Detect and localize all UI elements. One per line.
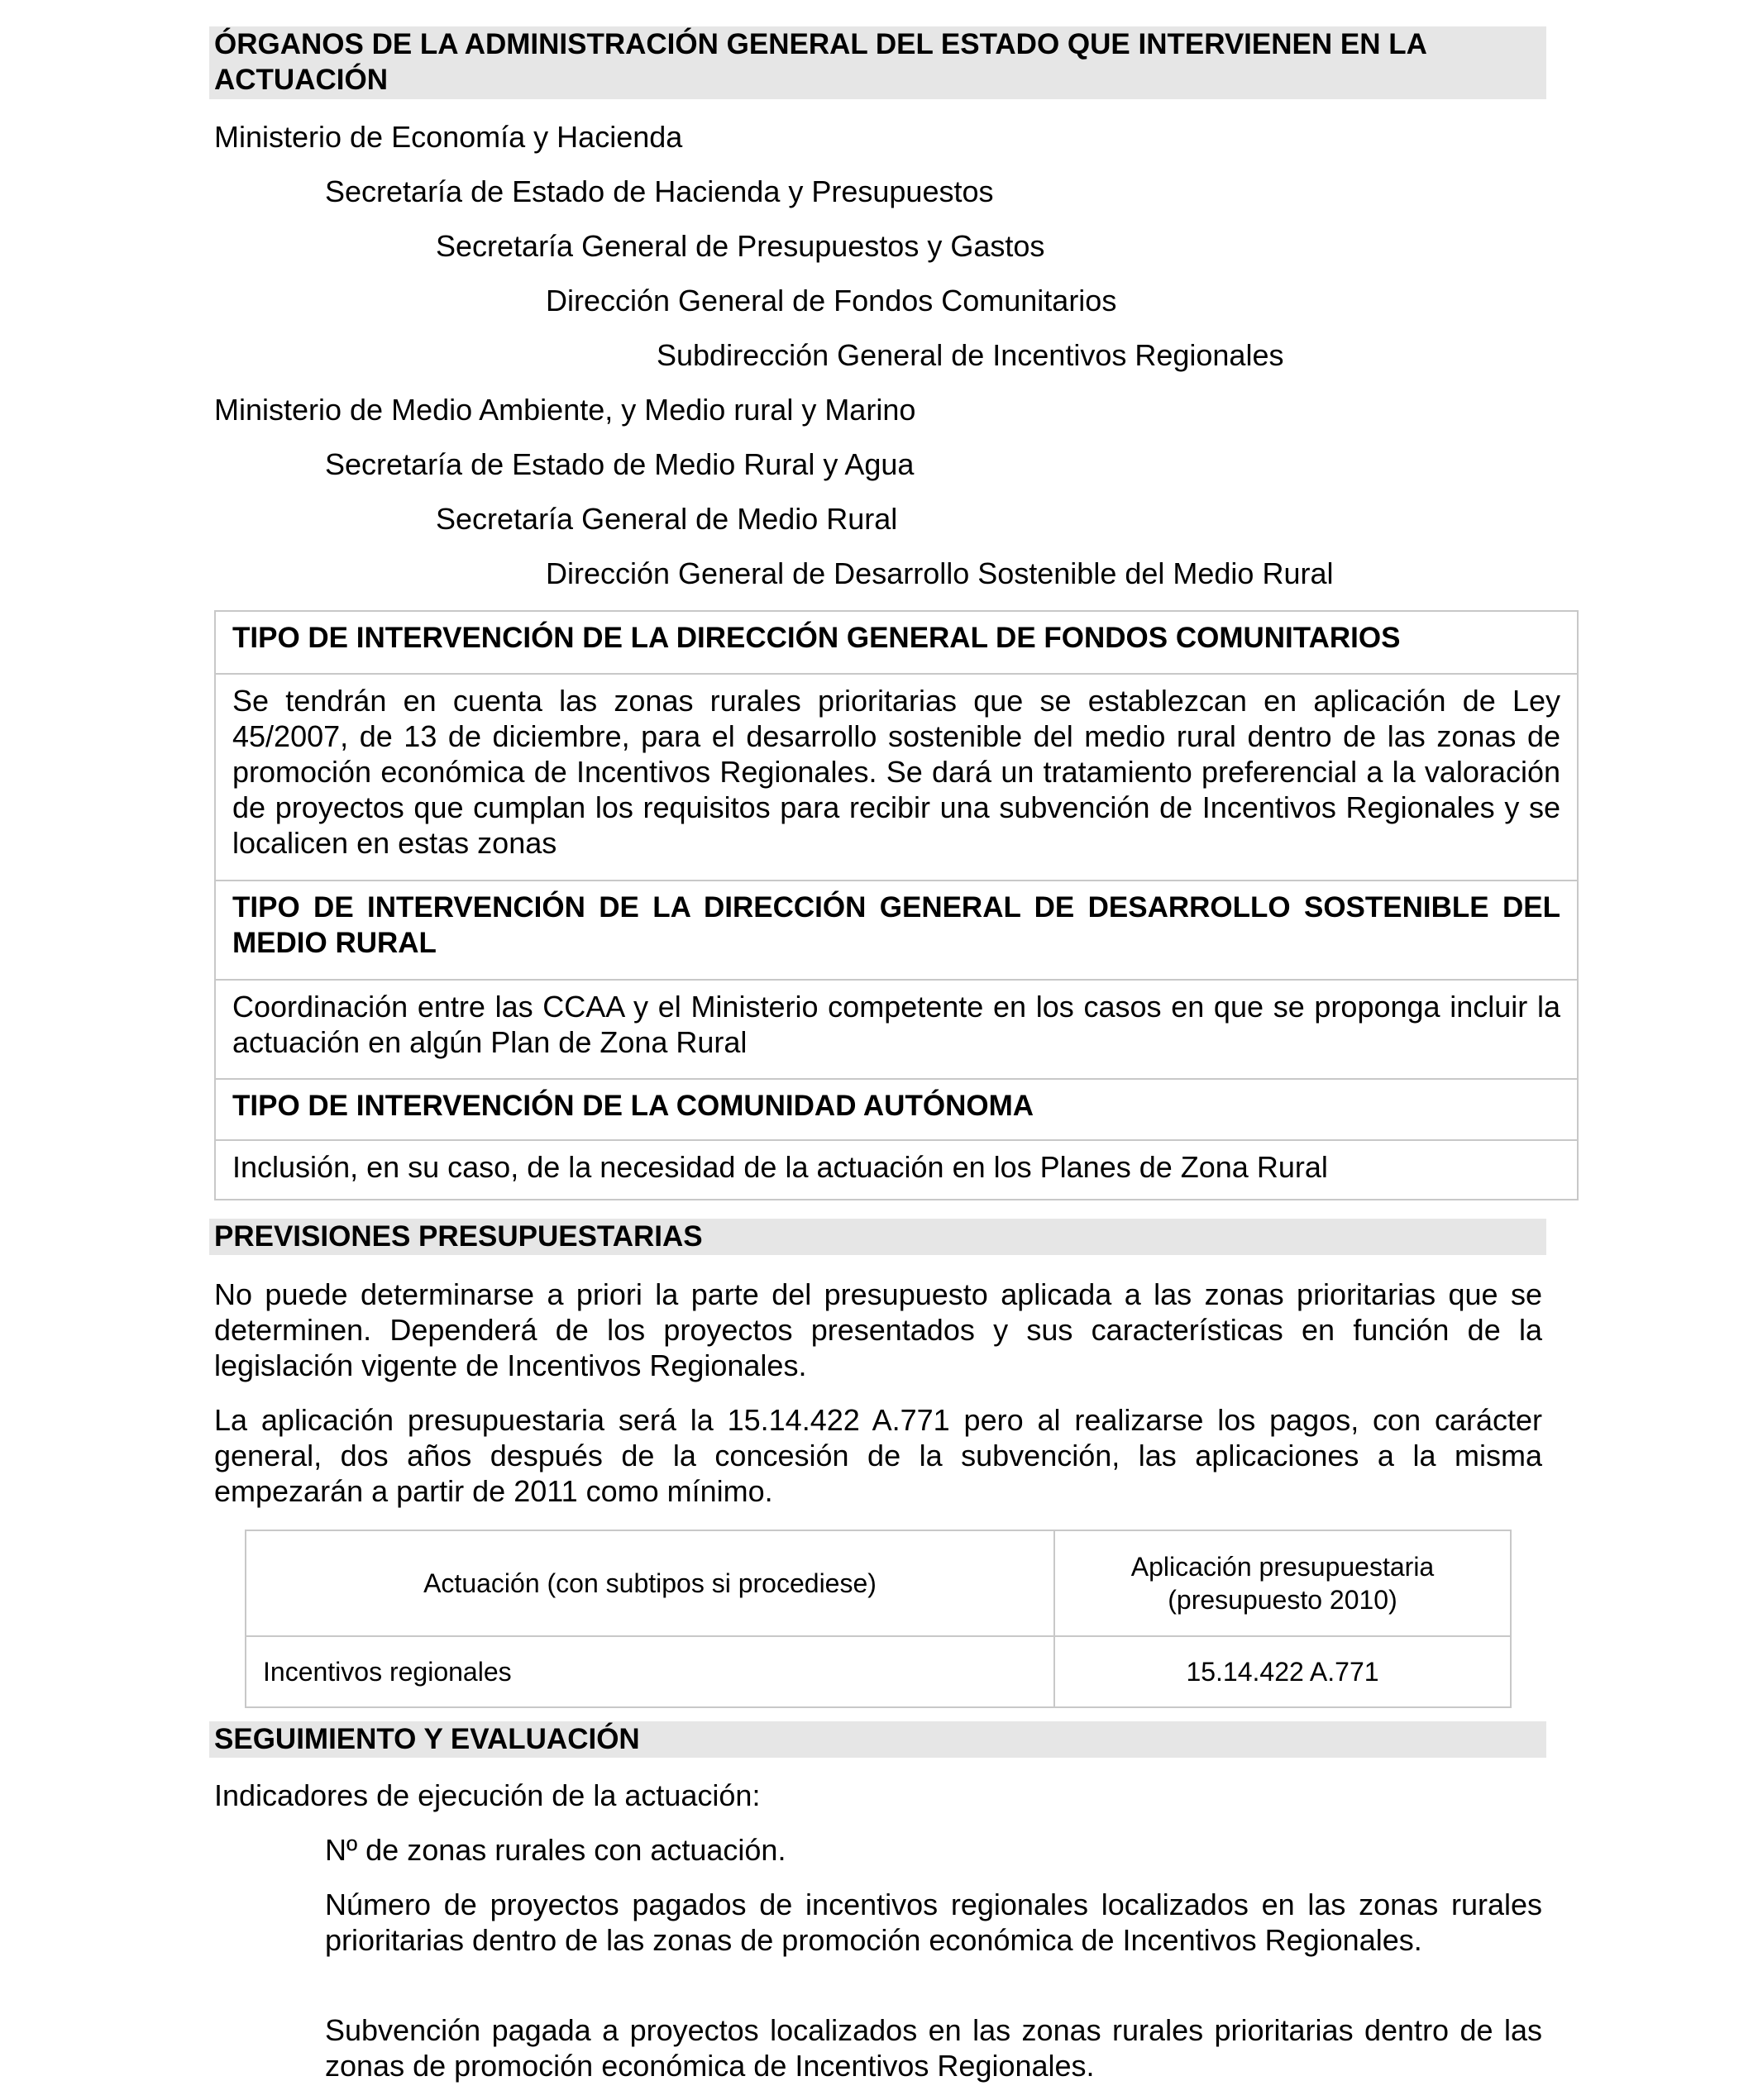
- indicator-item: Número de proyectos pagados de incentivos regionales localizados en las zonas rurales prioritarias dentro de las zonas de promoción económica de Incentivos Regionales.: [325, 1888, 1542, 1957]
- section-title: SEGUIMIENTO Y EVALUACIÓN: [214, 1723, 640, 1755]
- intervencion-fondos-text: Se tendrán en cuenta las zonas rurales prioritarias que se establezcan en aplicación de Ley 45/2007, de 13 de diciembre, para el desarrollo sostenible del medio rural dentro de las zonas de promoción económica de Incentivos Regionales. Se dará un tratamiento preferencial a la valoración de proyectos que cumplan los requisitos para recibir una subvención de Incentivos Regionales y se localicen en estas zonas: [216, 675, 1577, 881]
- indicator-item: Subvención pagada a proyectos localizados en las zonas rurales prioritarias dentro de las zonas de promoción económica de Incentivos Regionales.: [325, 2013, 1542, 2083]
- seguimiento-intro: Indicadores de ejecución de la actuación:: [214, 1778, 761, 1812]
- section-heading-organos: [209, 26, 1546, 99]
- intervenciones-box: [214, 610, 1579, 1200]
- org-level-4-desarrollo: Dirección General de Desarrollo Sostenible del Medio Rural: [546, 556, 1334, 590]
- org-level-1-economia: Ministerio de Economía y Hacienda: [214, 120, 683, 154]
- org-level-5-incentivos: Subdirección General de Incentivos Regionales: [657, 338, 1284, 372]
- previsiones-paragraph-2: La aplicación presupuestaria será la 15.14.422 A.771 pero al realizarse los pagos, con carácter general, dos años después de la concesión de la subvención, las aplicaciones a la misma empezarán a partir de 2011 como mínimo.: [214, 1403, 1542, 1508]
- org-level-3-medio-rural: Secretaría General de Medio Rural: [436, 502, 898, 536]
- org-level-2-hacienda: Secretaría de Estado de Hacienda y Presupuestos: [325, 174, 994, 208]
- table-header-row: [246, 1530, 1511, 1636]
- intervencion-ccaa-text: Inclusión, en su caso, de la necesidad de la actuación en los Planes de Zona Rural: [232, 1150, 1328, 1184]
- section-title: ÓRGANOS DE LA ADMINISTRACIÓN GENERAL DEL ESTADO QUE INTERVIENEN EN LA ACTUACIÓN: [214, 28, 1426, 96]
- indicator-item: Nº de zonas rurales con actuación.: [325, 1833, 786, 1867]
- intervencion-fondos-heading: TIPO DE INTERVENCIÓN DE LA DIRECCIÓN GENERAL DE FONDOS COMUNITARIOS: [216, 612, 1577, 675]
- org-level-1-medio-ambiente: Ministerio de Medio Ambiente, y Medio rural y Marino: [214, 393, 916, 427]
- org-level-4-fondos: Dirección General de Fondos Comunitarios: [546, 284, 1117, 317]
- header-line: (presupuesto 2010): [1168, 1585, 1397, 1615]
- org-level-2-medio-rural-agua: Secretaría de Estado de Medio Rural y Agua: [325, 447, 915, 481]
- previsiones-paragraph-1: No puede determinarse a priori la parte del presupuesto aplicada a las zonas prioritarias que se determinen. Dependerá de los proyectos presentados y sus características en función de la legislación vigente de Incentivos Regionales.: [214, 1277, 1542, 1382]
- table-header-actuacion: Actuación (con subtipos si procediese): [246, 1530, 1054, 1636]
- table-row: [246, 1636, 1511, 1707]
- intervencion-desarrollo-text: Coordinación entre las CCAA y el Ministerio competente en los casos en que se proponga incluir la actuación en algún Plan de Zona Rural: [216, 981, 1577, 1080]
- section-heading-previsiones: [209, 1219, 1546, 1255]
- table-header-aplicacion: [1054, 1530, 1511, 1636]
- intervencion-desarrollo-heading: TIPO DE INTERVENCIÓN DE LA DIRECCIÓN GENERAL DE DESARROLLO SOSTENIBLE DEL MEDIO RURAL: [216, 881, 1577, 981]
- org-level-3-presupuestos: Secretaría General de Presupuestos y Gastos: [436, 229, 1045, 263]
- section-heading-seguimiento: [209, 1721, 1546, 1758]
- table-cell-aplicacion: 15.14.422 A.771: [1054, 1636, 1511, 1707]
- section-title: PREVISIONES PRESUPUESTARIAS: [214, 1220, 703, 1253]
- table-cell-actuacion: Incentivos regionales: [246, 1636, 1054, 1707]
- intervencion-ccaa-heading: TIPO DE INTERVENCIÓN DE LA COMUNIDAD AUTÓNOMA: [216, 1080, 1577, 1141]
- budget-table: [245, 1530, 1512, 1708]
- header-line: Aplicación presupuestaria: [1130, 1552, 1435, 1582]
